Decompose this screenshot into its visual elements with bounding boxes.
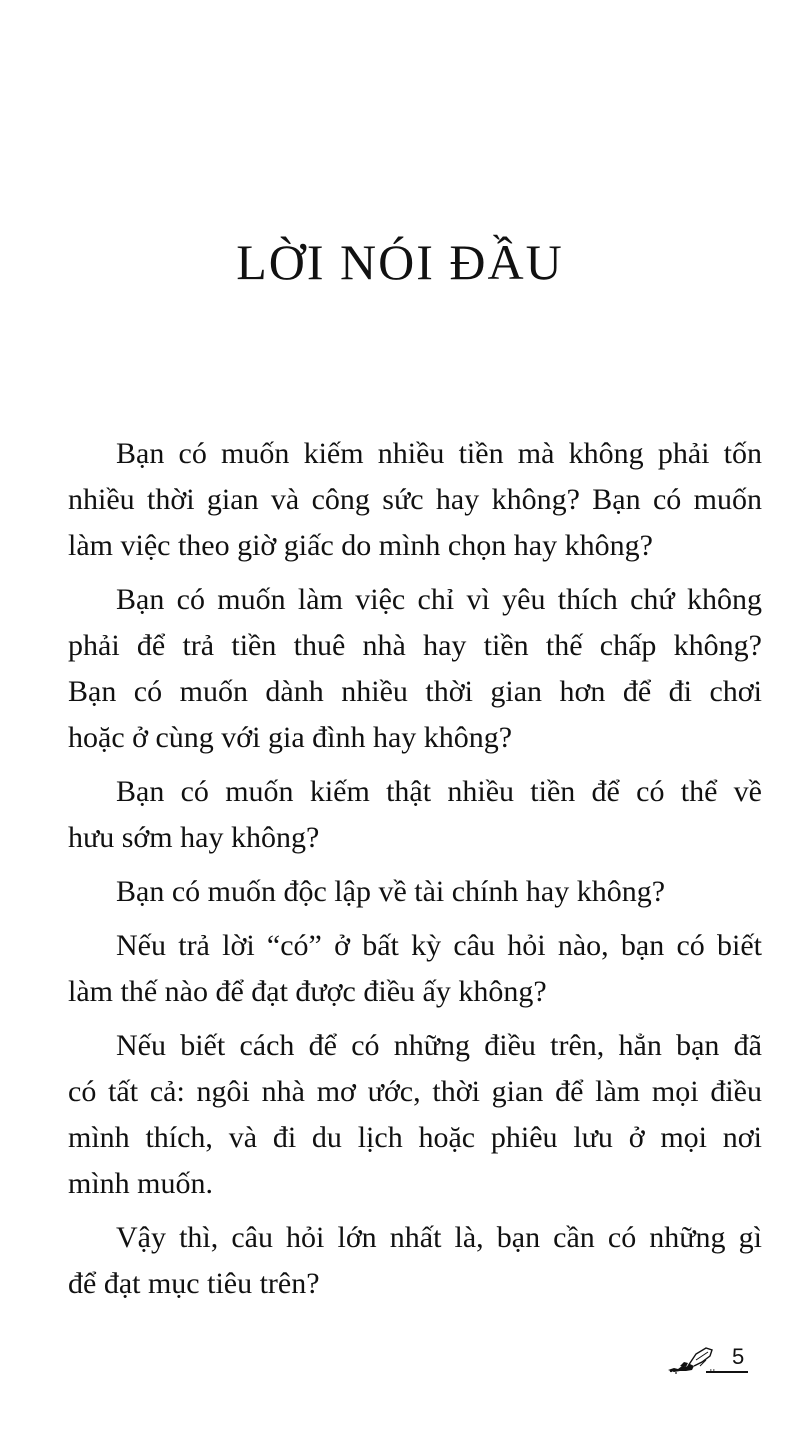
text-line: Bạn có muốn kiếm nhiều tiền mà không phải tốn bbox=[116, 437, 762, 470]
text-line: để đạt mục tiêu trên? bbox=[68, 1267, 320, 1300]
page-number: 5 bbox=[732, 1344, 745, 1369]
text-line: Bạn có muốn làm việc chỉ vì yêu thích chứ không bbox=[116, 583, 762, 616]
text-line: phải để trả tiền thuê nhà hay tiền thế chấp không? bbox=[68, 629, 762, 662]
text-line: làm thế nào để đạt được điều ấy không? bbox=[68, 975, 547, 1008]
page-footer bbox=[666, 1340, 766, 1380]
text-line: hưu sớm hay không? bbox=[68, 821, 320, 854]
text-line: Bạn có muốn kiếm thật nhiều tiền để có thể về bbox=[116, 775, 762, 808]
text-line: có tất cả: ngôi nhà mơ ước, thời gian để làm mọi điều bbox=[68, 1075, 762, 1108]
page-number-underline bbox=[706, 1371, 748, 1373]
chapter-title: LỜI NÓI ĐẦU bbox=[236, 234, 564, 290]
text-line: làm việc theo giờ giấc do mình chọn hay không? bbox=[68, 529, 653, 562]
text-line: mình muốn. bbox=[68, 1167, 214, 1200]
text-line: Nếu trả lời “có” ở bất kỳ câu hỏi nào, bạn có biết bbox=[116, 929, 762, 962]
text-line: Bạn có muốn độc lập về tài chính hay không? bbox=[116, 875, 666, 908]
text-line: nhiều thời gian và công sức hay không? Bạn có muốn bbox=[68, 483, 762, 516]
text-line: hoặc ở cùng với gia đình hay không? bbox=[68, 721, 513, 754]
text-line: Vậy thì, câu hỏi lớn nhất là, bạn cần có những gì bbox=[116, 1221, 762, 1254]
text-line: Bạn có muốn dành nhiều thời gian hơn để đi chơi bbox=[68, 675, 762, 708]
text-line: Nếu biết cách để có những điều trên, hẳn bạn đã bbox=[116, 1029, 762, 1062]
quill-ornament-icon bbox=[666, 1340, 730, 1380]
text-line: mình thích, và đi du lịch hoặc phiêu lưu ở mọi nơi bbox=[68, 1121, 762, 1154]
